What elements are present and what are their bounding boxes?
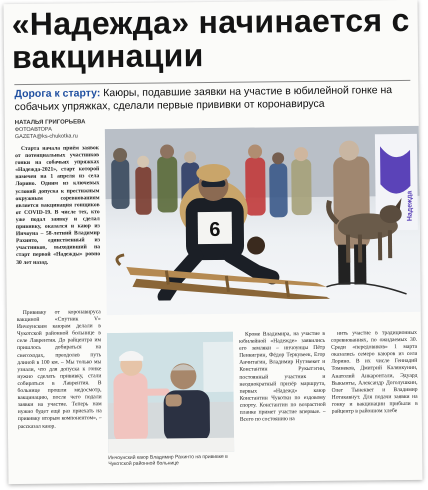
- vaccination-photo-illustration: [107, 332, 234, 453]
- newspaper-page: [3, 0, 422, 484]
- vaccination-photo: [107, 332, 234, 453]
- lead-kicker: Дорога к старту:: [14, 87, 101, 101]
- lead-paragraph: [14, 84, 412, 114]
- middle-column-bottom: Кроме Владимира, на участие в юбилейной «Надежде» заявились его земляки – инчоунцы Пётр Пенкигрин, Фёдор Теркувеек, Егор Анчитагин, Владимир Нутэвекет и Константин Рукытэгин, постоянный участник и неоднократный призёр маршрута, первых «Надежд» каюр Константин Чукотки по ездовому спорту. Константин по возрастной планке примет участие впервые. – Всего по состоянию на: [239, 330, 326, 423]
- lead-text: Каюры, подавшие заявки на участие в юбилейной гонке на собачьих упряжках, сделали первые прививки от коронавируса: [14, 84, 393, 114]
- byline-author: НАТАЛЬЯ ГРИГОРЬЕВА: [14, 119, 86, 127]
- bib-number: 6: [209, 218, 221, 242]
- left-column-intro: Старта начала приём заявок от потенциальных участников гонки на собачьих упряжках «Надежда-2021», старт которой намечен на 1 апреля из села Лорино. Одним из ключевых условий допуска к престижным окружным соревнованиям является вакцинация гонщиков от COVID-19. В числе тех, кто уже подал заявку и сделал прививку, оказался и каюр из Инчоуна – 58-летний Владимир Рахинто, единственный из участников, выходивший на старт первой «Надежды» ровно 30 лет назад.: [15, 145, 101, 266]
- byline-email: GAZETA@ks-chukotka.ru: [14, 133, 78, 141]
- banner-text: Надежда: [406, 190, 414, 222]
- headline: «Надежда» начинается с вакцинации: [11, 1, 410, 76]
- right-column-bottom: нить участие в традиционных соревнованиях, по ожидаемых 30. Среди «передовиков» 1 марта оказались семеро каюров из села Лорино. В их числе Геннадий Томнеков, Дмитрий Калянкунин, Анатолий Анкаронтали, Эдуард Выкынты, Александр Доголушкин, Олег Тынеквет и Владимир Нотакавнут. Для подачи заявки на гонку и вакцинации прибыли в райцентр в районном хлебе: [331, 329, 418, 415]
- main-photo-musher: [105, 126, 421, 315]
- byline-role: ФОТОАВТОРА: [14, 126, 52, 134]
- musher-photo-illustration: [105, 126, 421, 315]
- left-column-body: Прививку от коронавируса вакциной «Спутник V» Инчоунским каюрам делали в Чукотской районной больнице в селе Лаврентия. До райцентра им пришлось добираться на снегоходах, преодолев путь длиной в 100 км. – Мы только мы узнали, что для допуска к гонке нужно сделать прививку, стали собираться в Лаврентия. В больнице прошли медосмотр, вакцинацию, после чего подали заявки на участие. Теперь нам нужно будет ещё раз приехать на прививку вторым компонентом», – рассказал каюр.: [16, 309, 102, 430]
- vaccination-photo-caption: Инчоунский каюр Владимир Рахинто на прививке в Чукотской районной больнице: [108, 453, 228, 468]
